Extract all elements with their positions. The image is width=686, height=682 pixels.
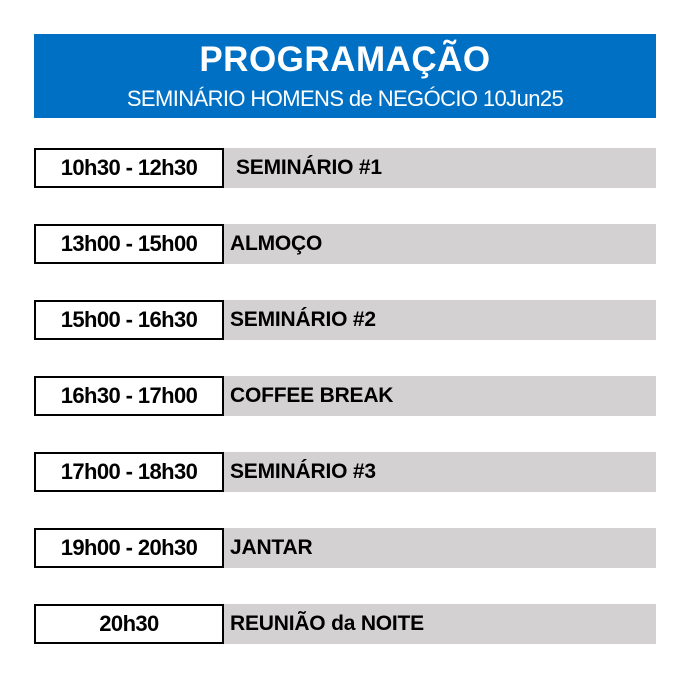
- time-slot: 16h30 - 17h00: [34, 376, 224, 416]
- event-label: COFFEE BREAK: [224, 376, 656, 416]
- schedule-list: [34, 148, 656, 644]
- time-slot: 20h30: [34, 604, 224, 644]
- schedule-row: [34, 604, 656, 644]
- time-slot: 10h30 - 12h30: [34, 148, 224, 188]
- time-slot: 13h00 - 15h00: [34, 224, 224, 264]
- event-label: SEMINÁRIO #3: [224, 452, 656, 492]
- header-banner: [34, 34, 656, 118]
- schedule-row: [34, 148, 656, 188]
- event-label: ALMOÇO: [224, 224, 656, 264]
- time-slot: 17h00 - 18h30: [34, 452, 224, 492]
- page-title: PROGRAMAÇÃO: [199, 40, 491, 79]
- schedule-row: [34, 376, 656, 416]
- schedule-row: [34, 224, 656, 264]
- time-slot: 15h00 - 16h30: [34, 300, 224, 340]
- page-subtitle: SEMINÁRIO HOMENS de NEGÓCIO 10Jun25: [126, 86, 564, 111]
- event-label: REUNIÃO da NOITE: [224, 604, 656, 644]
- schedule-row: [34, 452, 656, 492]
- event-label: JANTAR: [224, 528, 656, 568]
- schedule-row: [34, 528, 656, 568]
- event-label: SEMINÁRIO #2: [224, 300, 656, 340]
- event-label: SEMINÁRIO #1: [224, 148, 656, 188]
- time-slot: 19h00 - 20h30: [34, 528, 224, 568]
- schedule-row: [34, 300, 656, 340]
